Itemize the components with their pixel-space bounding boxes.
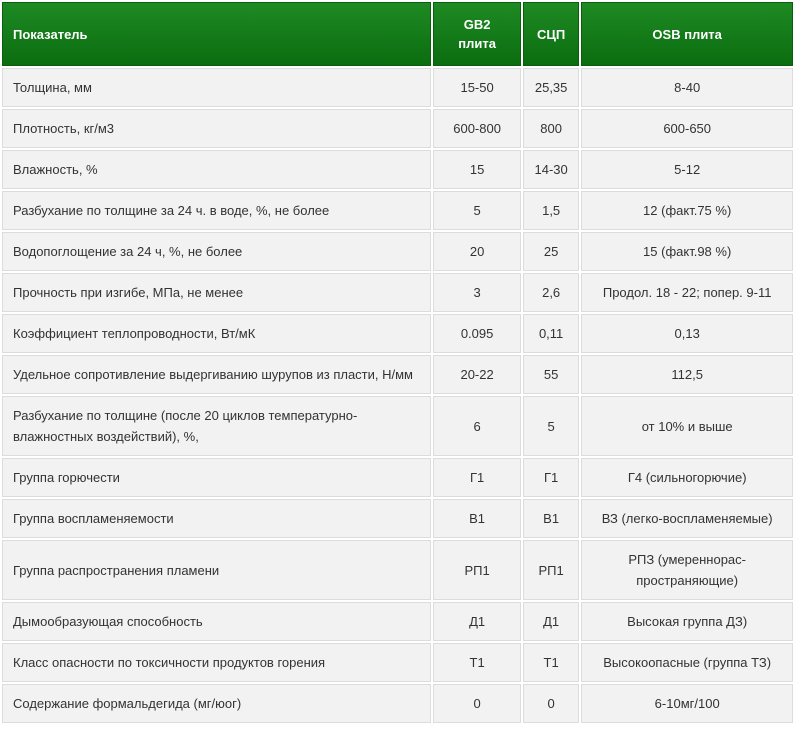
cell-osb: РПЗ (умереннорас-пространяющие) xyxy=(581,540,793,600)
cell-osb: 600-650 xyxy=(581,109,793,148)
cell-osb: 6-10мг/100 xyxy=(581,684,793,723)
cell-scp: 2,6 xyxy=(523,273,579,312)
cell-scp: 5 xyxy=(523,396,579,456)
cell-indicator: Разбухание по толщине за 24 ч. в воде, %, не более xyxy=(2,191,431,230)
table-row xyxy=(2,499,793,538)
cell-gb2: РП1 xyxy=(433,540,521,600)
cell-scp: Г1 xyxy=(523,458,579,497)
cell-indicator: Группа распространения пламени xyxy=(2,540,431,600)
table-row xyxy=(2,191,793,230)
cell-indicator: Разбухание по толщине (после 20 циклов температурно-влажностных воздействий), %, xyxy=(2,396,431,456)
table-row xyxy=(2,150,793,189)
cell-gb2: Г1 xyxy=(433,458,521,497)
cell-indicator: Удельное сопротивление выдергиванию шурупов из пласти, Н/мм xyxy=(2,355,431,394)
cell-osb: Высокая группа ДЗ) xyxy=(581,602,793,641)
cell-gb2: 3 xyxy=(433,273,521,312)
cell-osb: 0,13 xyxy=(581,314,793,353)
cell-osb: 12 (факт.75 %) xyxy=(581,191,793,230)
table-row xyxy=(2,684,793,723)
cell-scp: Т1 xyxy=(523,643,579,682)
cell-gb2: 600-800 xyxy=(433,109,521,148)
cell-scp: РП1 xyxy=(523,540,579,600)
table-row xyxy=(2,396,793,456)
cell-indicator: Водопоглощение за 24 ч, %, не более xyxy=(2,232,431,271)
table-row xyxy=(2,643,793,682)
table-row xyxy=(2,109,793,148)
header-indicator: Показатель xyxy=(2,2,431,66)
cell-osb: Высокоопасные (группа ТЗ) xyxy=(581,643,793,682)
cell-gb2: 0.095 xyxy=(433,314,521,353)
cell-osb: 5-12 xyxy=(581,150,793,189)
table-row xyxy=(2,458,793,497)
table-row xyxy=(2,540,793,600)
cell-indicator: Группа воспламеняемости xyxy=(2,499,431,538)
table-row xyxy=(2,232,793,271)
cell-gb2: 20-22 xyxy=(433,355,521,394)
cell-scp: 55 xyxy=(523,355,579,394)
cell-gb2: Т1 xyxy=(433,643,521,682)
cell-gb2: 20 xyxy=(433,232,521,271)
cell-scp: 25,35 xyxy=(523,68,579,107)
cell-scp: 0,11 xyxy=(523,314,579,353)
cell-indicator: Коэффициент теплопроводности, Вт/мК xyxy=(2,314,431,353)
cell-gb2: 6 xyxy=(433,396,521,456)
table-row xyxy=(2,273,793,312)
cell-scp: 25 xyxy=(523,232,579,271)
cell-indicator: Плотность, кг/м3 xyxy=(2,109,431,148)
cell-scp: 1,5 xyxy=(523,191,579,230)
cell-scp: 800 xyxy=(523,109,579,148)
cell-scp: 14-30 xyxy=(523,150,579,189)
table-row xyxy=(2,602,793,641)
cell-osb: Продол. 18 - 22; попер. 9-11 xyxy=(581,273,793,312)
cell-gb2: 0 xyxy=(433,684,521,723)
cell-indicator: Класс опасности по токсичности продуктов горения xyxy=(2,643,431,682)
cell-indicator: Содержание формальдегида (мг/юог) xyxy=(2,684,431,723)
cell-indicator: Прочность при изгибе, МПа, не менее xyxy=(2,273,431,312)
header-gb2: GB2 плита xyxy=(433,2,521,66)
cell-indicator: Дымообразующая способность xyxy=(2,602,431,641)
cell-gb2: В1 xyxy=(433,499,521,538)
cell-osb: 15 (факт.98 %) xyxy=(581,232,793,271)
cell-indicator: Толщина, мм xyxy=(2,68,431,107)
cell-gb2: Д1 xyxy=(433,602,521,641)
table-row xyxy=(2,355,793,394)
cell-indicator: Влажность, % xyxy=(2,150,431,189)
header-scp: СЦП xyxy=(523,2,579,66)
cell-scp: В1 xyxy=(523,499,579,538)
cell-indicator: Группа горючести xyxy=(2,458,431,497)
cell-osb: ВЗ (легко-воспламеняемые) xyxy=(581,499,793,538)
cell-scp: 0 xyxy=(523,684,579,723)
table-header-row xyxy=(2,2,793,66)
table-row xyxy=(2,314,793,353)
cell-osb: 112,5 xyxy=(581,355,793,394)
cell-osb: 8-40 xyxy=(581,68,793,107)
cell-gb2: 15-50 xyxy=(433,68,521,107)
cell-gb2: 15 xyxy=(433,150,521,189)
cell-osb: от 10% и выше xyxy=(581,396,793,456)
cell-scp: Д1 xyxy=(523,602,579,641)
cell-gb2: 5 xyxy=(433,191,521,230)
header-osb: OSB плита xyxy=(581,2,793,66)
cell-osb: Г4 (сильногорючие) xyxy=(581,458,793,497)
table-row xyxy=(2,68,793,107)
